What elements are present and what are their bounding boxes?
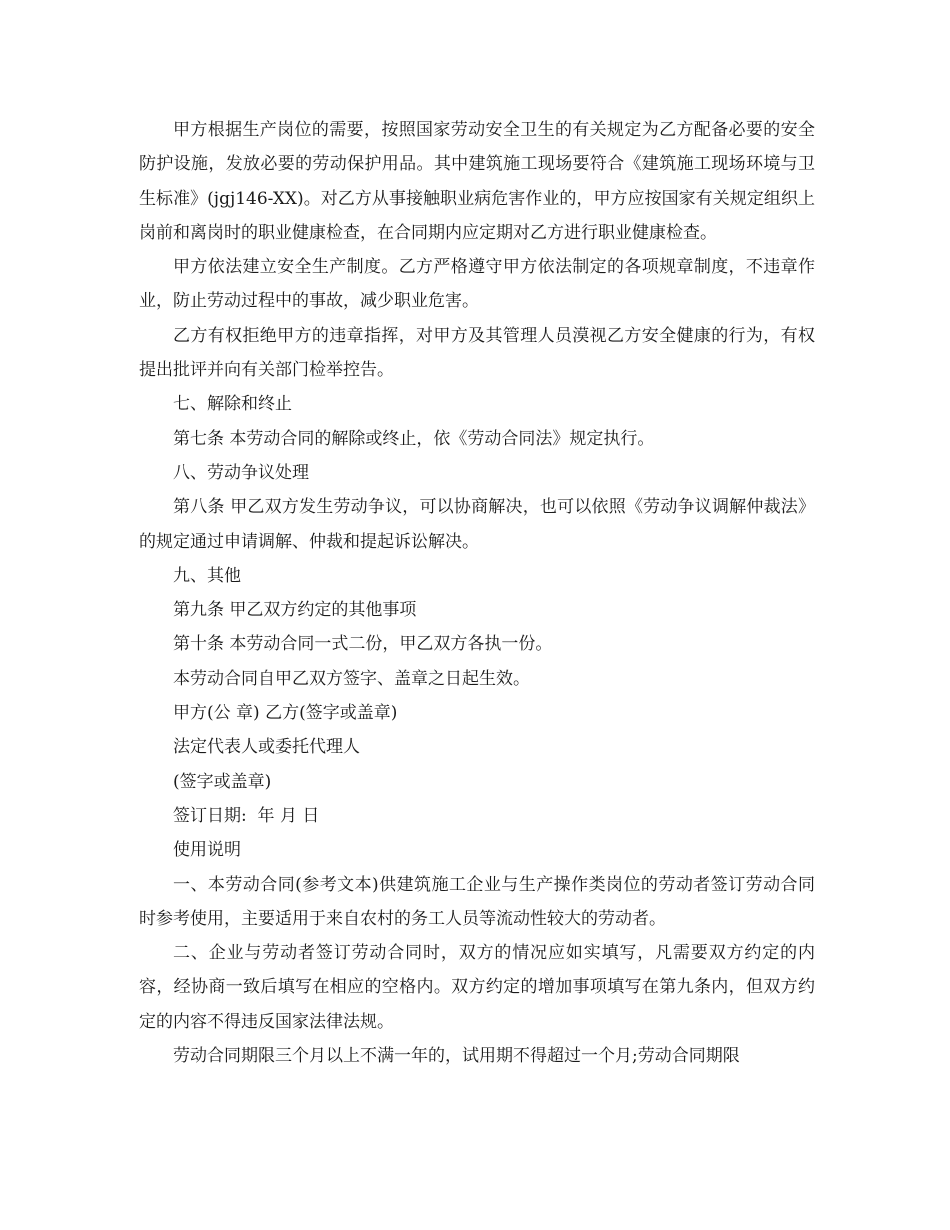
effective-clause: 本劳动合同自甲乙双方签字、盖章之日起生效。 bbox=[173, 668, 530, 689]
paragraph-safety-equipment: 甲方根据生产岗位的需要，按照国家劳动安全卫生的有关规定为乙方配备必要的安全防护设施，发放必要的劳动保护用品。其中建筑施工现场要符合《建筑施工现场环境与卫生标准》(jgj146-XX)。对乙方从事接触职业病危害作业的，甲方应按国家有关规定组织上岗前和离岗时的职业健康检查，在合同期内应定期对乙方进行职业健康检查。 bbox=[139, 120, 815, 243]
signature-parties-line: 甲方(公 章) 乙方(签字或盖章) bbox=[173, 703, 398, 724]
section-heading-dispute: 八、劳动争议处理 bbox=[173, 462, 309, 483]
usage-instruction-2: 二、企业与劳动者签订劳动合同时，双方的情况应如实填写，凡需要双方约定的内容，经协商一致后填写在相应的空格内。双方约定的增加事项填写在第九条内，但双方约定的内容不得违反国家法律法规。 bbox=[139, 943, 815, 1032]
document-page bbox=[139, 113, 815, 1073]
paragraph-safety-system: 甲方依法建立安全生产制度。乙方严格遵守甲方依法制定的各项规章制度，不违章作业，防止劳动过程中的事故，减少职业危害。 bbox=[139, 257, 815, 312]
section-heading-termination: 七、解除和终止 bbox=[173, 394, 292, 415]
article-10: 第十条 本劳动合同一式二份，甲乙双方各执一份。 bbox=[173, 634, 553, 655]
legal-representative-line: 法定代表人或委托代理人 bbox=[173, 737, 360, 758]
signing-date-line: 签订日期: 年 月 日 bbox=[173, 805, 320, 826]
usage-instruction-1: 一、本劳动合同(参考文本)供建筑施工企业与生产操作类岗位的劳动者签订劳动合同时参考使用，主要适用于来自农村的务工人员等流动性较大的劳动者。 bbox=[139, 874, 815, 929]
article-8: 第八条 甲乙双方发生劳动争议，可以协商解决，也可以依照《劳动争议调解仲裁法》的规定通过申请调解、仲裁和提起诉讼解决。 bbox=[139, 497, 815, 552]
article-9: 第九条 甲乙双方约定的其他事项 bbox=[173, 600, 417, 621]
paragraph-right-to-refuse: 乙方有权拒绝甲方的违章指挥，对甲方及其管理人员漠视乙方安全健康的行为，有权提出批评并向有关部门检举控告。 bbox=[139, 325, 815, 381]
usage-instructions-heading: 使用说明 bbox=[173, 840, 241, 861]
signature-or-seal-line: (签字或盖章) bbox=[173, 771, 272, 792]
usage-instruction-probation: 劳动合同期限三个月以上不满一年的，试用期不得超过一个月;劳动合同期限 bbox=[173, 1046, 740, 1067]
article-7: 第七条 本劳动合同的解除或终止，依《劳动合同法》规定执行。 bbox=[173, 428, 655, 449]
section-heading-other: 九、其他 bbox=[173, 565, 241, 586]
